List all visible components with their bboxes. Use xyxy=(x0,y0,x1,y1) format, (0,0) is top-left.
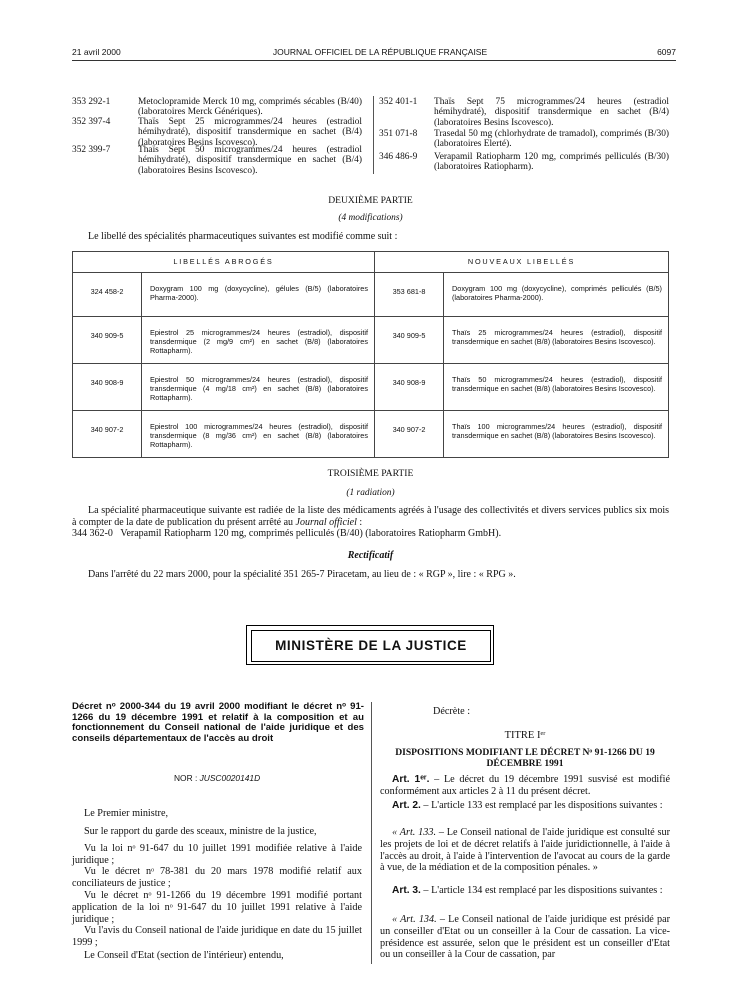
entry-code: 352 401-1 xyxy=(379,97,418,107)
preamble-para: Vu le décret nᵒ 78-381 du 20 mars 1978 modifié relatif aux conciliateurs de justice ; xyxy=(72,866,362,889)
decret-title: Décret nᵒ 2000-344 du 19 avril 2000 modifiant le décret nᵒ 91-1266 du 19 décembre 1991 et relatif à la composition et au fonctionnement du Conseil national de l'aide juridique et des conseils départementaux de l'accès au droit xyxy=(72,701,364,744)
new-code-cell: 353 681-8 xyxy=(375,273,444,317)
new-label-cell: Doxygram 100 mg (doxycycline), comprimés pelliculés (B/5) (laboratoires Pharma-2000). xyxy=(444,273,669,317)
preamble-para: Sur le rapport du garde des sceaux, ministre de la justice, xyxy=(84,826,317,837)
new-code-cell: 340 908-9 xyxy=(375,364,444,411)
table-row xyxy=(73,411,669,458)
old-label-cell: Epiestrol 50 microgrammes/24 heures (estradiol), dispositif transdermique (4 mg/18 cm²) en sachet (B/8) (laboratoires Rottapharm). xyxy=(142,364,375,411)
preamble-para: Vu l'avis du Conseil national de l'aide juridique en date du 15 juillet 1999 ; xyxy=(72,925,362,948)
header-page-number: 6097 xyxy=(657,47,676,57)
old-label-cell: Epiestrol 25 microgrammes/24 heures (estradiol), dispositif transdermique (2 mg/9 cm²) en sachet (B/8) (laboratoires Rottapharm). xyxy=(142,317,375,364)
preamble-para: Vu le décret nᵒ 91-1266 du 19 décembre 1991 modifié portant application de la loi nᵒ 91-647 du 10 juillet 1991 relative à l'aide juridique ; xyxy=(72,890,362,925)
section-title: DEUXIÈME PARTIE xyxy=(328,195,413,206)
section-title: TROISIÈME PARTIE xyxy=(327,468,414,479)
article-label: Art. 3. xyxy=(392,885,421,896)
header-journal-title: JOURNAL OFFICIEL DE LA RÉPUBLIQUE FRANÇAISE xyxy=(272,47,488,57)
article-2: Art. 2. – L'article 133 est remplacé par les dispositions suivantes : xyxy=(392,800,663,811)
entry-text: Verapamil Ratiopharm 120 mg, comprimés pelliculés (B/30) (laboratoires Ratiopharm). xyxy=(434,152,669,173)
entry-text: Trasedal 50 mg (chlorhydrate de tramadol), comprimés (B/30) (laboratoires Elerté). xyxy=(434,129,669,150)
nor-value: JUSC0020141D xyxy=(199,773,261,783)
nor-label: NOR : xyxy=(174,773,198,783)
article-133-quote: « Art. 133. – Le Conseil national de l'aide juridique est consulté sur les projets de loi et de décret relatifs à l'aide juridictionnelle, à l'aide à l'accès au droit, à l'aide à l'intervention de l'avocat au cours de la garde à vue, de la médiation et de la composition pénales. » xyxy=(380,827,670,874)
nor-reference xyxy=(174,773,260,783)
rectificatif-text: Dans l'arrêté du 22 mars 2000, pour la spécialité 351 265-7 Piracetam, au lieu de : « RGP », lire : « RPG ». xyxy=(88,569,516,580)
column-divider xyxy=(373,96,374,174)
preamble-para: Le Conseil d'Etat (section de l'intérieur) entendu, xyxy=(84,950,284,961)
section-subtitle: (1 radiation) xyxy=(346,488,395,498)
entry-code: 352 397-4 xyxy=(72,117,111,127)
old-label-cell: Doxygram 100 mg (doxycycline), gélules (B/5) (laboratoires Pharma-2000). xyxy=(142,273,375,317)
journal-officiel-ref: Journal officiel xyxy=(295,516,357,528)
ministry-title: MINISTÈRE DE LA JUSTICE xyxy=(251,630,491,662)
list-item xyxy=(379,129,669,151)
header-date: 21 avril 2000 xyxy=(72,47,121,57)
article-label: Art. 2. xyxy=(392,800,421,811)
old-label-cell: Epiestrol 100 microgrammes/24 heures (estradiol), dispositif transdermique (8 mg/36 cm²) en sachet (B/8) (laboratoires Rottapharm). xyxy=(142,411,375,458)
radiation-entry xyxy=(72,528,501,539)
article-label: « Art. 133. xyxy=(392,827,436,838)
table-row xyxy=(73,273,669,317)
table-header-new: NOUVEAUX LIBELLÉS xyxy=(375,252,669,273)
entry-code: 352 399-7 xyxy=(72,145,111,155)
new-code-cell: 340 909-5 xyxy=(375,317,444,364)
entry-text: Verapamil Ratiopharm 120 mg, comprimés pelliculés (B/40) (laboratoires Ratiopharm GmbH). xyxy=(120,528,502,539)
entry-code: 353 292-1 xyxy=(72,97,111,107)
preamble-para: Vu la loi nᵒ 91-647 du 10 juillet 1991 modifiée relative à l'aide juridique ; xyxy=(72,843,362,866)
list-item xyxy=(72,145,362,177)
article-3: Art. 3. – L'article 134 est remplacé par les dispositions suivantes : xyxy=(392,885,663,896)
list-item xyxy=(379,97,669,129)
radiation-intro: La spécialité pharmaceutique suivante est radiée de la liste des médicaments agréés à l'usage des collectivités et divers services publics six mois à compter de la date de publication du présent arrêté au Journal officiel : xyxy=(72,505,669,528)
entry-code: 346 486-9 xyxy=(379,152,418,162)
rectificatif-title: Rectificatif xyxy=(347,550,394,561)
article-1: Art. 1ᵉʳ. – Le décret du 19 décembre 1991 susvisé est modifié conformément aux articles 2 à 11 du présent décret. xyxy=(380,774,670,797)
entry-text: Thaïs Sept 50 microgrammes/24 heures (estradiol hémihydraté), dispositif transdermique en sachet (B/4) (laboratoires Besins Iscovesco). xyxy=(138,145,362,176)
entry-text: Metoclopramide Merck 10 mg, comprimés sécables (B/40) (laboratoires Merck Génériques). xyxy=(138,97,362,118)
entry-text: Thaïs Sept 25 microgrammes/24 heures (estradiol hémihydraté), dispositif transdermique en sachet (B/4) (laboratoires Besins Iscovesco). xyxy=(138,117,362,148)
table-row xyxy=(73,364,669,411)
column-divider xyxy=(371,702,372,964)
new-code-cell: 340 907-2 xyxy=(375,411,444,458)
old-code-cell: 340 908-9 xyxy=(73,364,142,411)
titre-heading: TITRE Iᵉʳ xyxy=(504,730,546,741)
table-row xyxy=(73,317,669,364)
header-rule xyxy=(72,60,676,61)
libelles-table xyxy=(72,251,669,458)
section-intro: Le libellé des spécialités pharmaceutiques suivantes est modifié comme suit : xyxy=(88,231,398,242)
decrete-label: Décrète : xyxy=(433,706,471,717)
section-subtitle: (4 modifications) xyxy=(338,213,403,223)
entry-text: Thaïs Sept 75 microgrammes/24 heures (estradiol hémihydraté), dispositif transdermique en sachet (B/4) (laboratoires Besins Iscovesco). xyxy=(434,97,669,128)
article-label: Art. 1ᵉʳ. xyxy=(392,774,430,785)
list-item xyxy=(379,152,669,174)
entry-code: 351 071-8 xyxy=(379,129,418,139)
titre-subheading: DISPOSITIONS MODIFIANT LE DÉCRET Nᵒ 91-1266 DU 19 DÉCEMBRE 1991 xyxy=(395,747,655,769)
new-label-cell: Thaïs 25 microgrammes/24 heures (estradiol), dispositif transdermique en sachet (B/8) (laboratoires Besins Iscovesco). xyxy=(444,317,669,364)
article-label: « Art. 134. xyxy=(392,914,437,925)
old-code-cell: 324 458-2 xyxy=(73,273,142,317)
article-134-quote: « Art. 134. – Le Conseil national de l'aide juridique est présidé par un conseiller d'Etat ou un conseiller à la Cour de cassation. La vice-présidence est assurée, selon que le président est un conseiller d'Etat ou un conseiller à la Cour de cassation, par xyxy=(380,914,670,961)
old-code-cell: 340 907-2 xyxy=(73,411,142,458)
new-label-cell: Thaïs 50 microgrammes/24 heures (estradiol), dispositif transdermique en sachet (B/8) (laboratoires Besins Iscovesco). xyxy=(444,364,669,411)
entry-code: 344 362-0 xyxy=(72,528,113,539)
table-header-old: LIBELLÉS ABROGÉS xyxy=(73,252,375,273)
new-label-cell: Thaïs 100 microgrammes/24 heures (estradiol), dispositif transdermique en sachet (B/8) (laboratoires Besins Iscovesco). xyxy=(444,411,669,458)
old-code-cell: 340 909-5 xyxy=(73,317,142,364)
preamble-para: Le Premier ministre, xyxy=(84,808,169,819)
